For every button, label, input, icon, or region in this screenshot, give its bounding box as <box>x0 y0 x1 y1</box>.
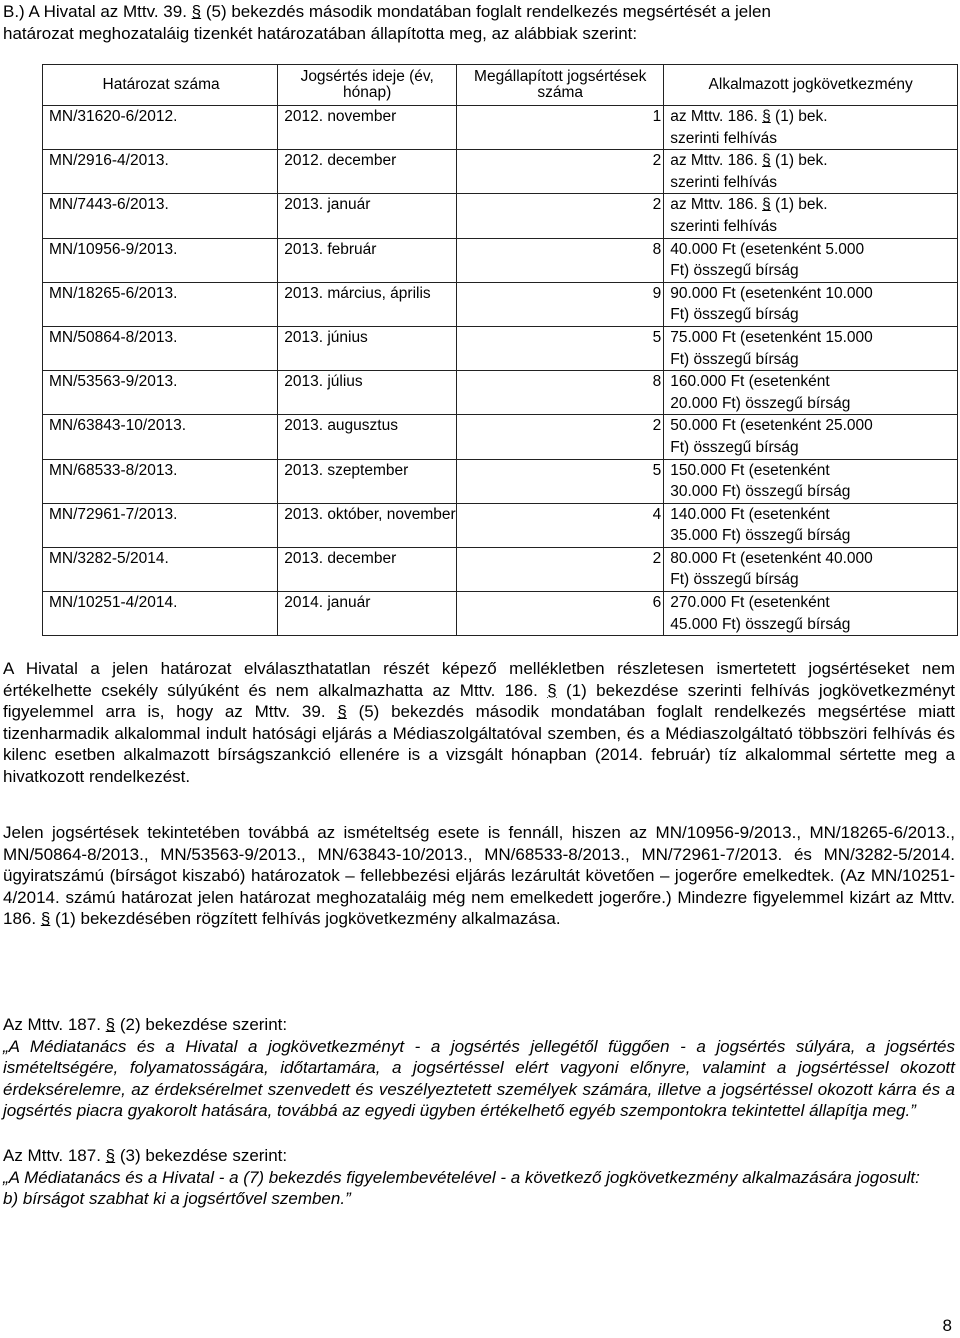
table-row <box>43 106 958 150</box>
violation-period-cell: 2013. október, november <box>278 503 457 547</box>
sanction-text: 140.000 Ft (esetenként <box>670 505 830 523</box>
violation-count-cell: 5 <box>457 326 664 370</box>
header-violation-period: Jogsértés ideje (év, hónap) <box>278 65 457 106</box>
table-body <box>43 106 958 636</box>
sanction-cell <box>664 415 958 459</box>
section-sign: § <box>762 108 771 125</box>
page-number: 8 <box>942 1316 952 1335</box>
table-row <box>43 547 958 591</box>
sanction-text-line2: 35.000 Ft) összegű bírság <box>670 527 851 545</box>
section-sign: § <box>337 702 347 721</box>
violation-count-cell: 5 <box>457 459 664 503</box>
para4-quote-1: „A Médiatanács és a Hivatal - a (7) bekezdés figyelembevételével - a következő jogkövetkezmény alkalmazására jogosult: <box>3 1167 920 1187</box>
violation-count-cell: 2 <box>457 194 664 238</box>
section-sign: § <box>105 1146 116 1165</box>
table-row <box>43 459 958 503</box>
sanction-text: 50.000 Ft (esetenként 25.000 <box>670 417 873 435</box>
decision-number-cell: MN/68533-8/2013. <box>43 459 278 503</box>
sanction-cell <box>664 194 958 238</box>
sanction-text-line2: szerinti felhívás <box>670 217 778 235</box>
decision-number-cell: MN/63843-10/2013. <box>43 415 278 459</box>
sanction-text: az Mttv. 186. <box>670 152 763 170</box>
sanction-text-line2: Ft) összegű bírság <box>670 306 799 324</box>
sanction-text: 40.000 Ft (esetenként 5.000 <box>670 240 865 258</box>
sanction-cell <box>664 282 958 326</box>
decision-number-cell: MN/50864-8/2013. <box>43 326 278 370</box>
paragraph-2 <box>3 822 955 930</box>
sanction-cell <box>664 459 958 503</box>
sanction-text-tail: (1) bek. <box>770 196 828 214</box>
violation-period-cell: 2013. szeptember <box>278 459 457 503</box>
para4-quote-2: b) bírságot szabhat ki a jogsértővel szemben.” <box>3 1189 351 1208</box>
table-row <box>43 503 958 547</box>
violation-period-cell: 2012. december <box>278 150 457 194</box>
table-row <box>43 282 958 326</box>
para1-text-c: (5) bekezdés második mondatában foglalt rendelkezés megsértése miatt tizenharmadik alkalommal indult hatósági eljárás a Médiaszolgáltatóval szemben, és a Médiaszolgáltató többszöri felhívás és kilenc esetben alkalmazott bírságszankció ellenére is a vizsgált hónapban (2014. február) tíz alkalommal sértette meg a hivatkozott rendelkezést. <box>3 702 955 786</box>
sanction-cell <box>664 371 958 415</box>
sanction-text: 90.000 Ft (esetenként 10.000 <box>670 284 873 302</box>
violation-period-cell: 2012. november <box>278 106 457 150</box>
section-sign: § <box>105 1015 116 1034</box>
section-sign: § <box>762 152 771 170</box>
para2-text-a: Jelen jogsértések tekintetében továbbá az ismételtség esete is fennáll, hiszen az MN/10956-9/2013., MN/18265-6/2013., MN/50864-8/2013., MN/53563-9/2013., MN/63843-10/2013., MN/68533-8/2013., MN/72961-7/2013. és MN/3282-5/2014. ügyiratszámú (bírságot kiszabó) határozatok – fellebbezési eljárás lezárultát követően – jogerőre emelkedtek. (Az MN/10251-4/2014. számú határozat jelen határozat meghozataláig még nem emelkedett jogerőre.) Mindezre figyelemmel kizárt az Mttv. 186. <box>3 823 955 928</box>
heading-prefix: B.) A Hivatal az Mttv. 39. <box>3 2 192 21</box>
para4-intro-a: Az Mttv. 187. <box>3 1146 106 1165</box>
sanction-text-tail: (1) bek. <box>770 152 828 170</box>
sanction-text-tail: (1) bek. <box>770 108 828 125</box>
sanction-text-line2: 30.000 Ft) összegű bírság <box>670 483 851 501</box>
para3-quote: „A Médiatanács és a Hivatal a jogkövetkezményt - a jogsértés jellegétől függően - a jogsértés súlyára, a jogsértés ismételtségére, folyamatosságára, időtartamára, a jogsértéssel elért vagyoni előnyre, valamint a jogsértéssel okozott érdeksérelemre, az érdeksérelmet szenvedett és veszélyeztetett személyek számára, illetve a jogsértéssel okozott kárra és a jogsértés piacra gyakorolt hatására, továbbá az egyedi ügyben értékelhető egyéb szempontokra tekintettel állapítja meg.” <box>3 1036 955 1120</box>
table-row <box>43 415 958 459</box>
violation-period-cell: 2013. december <box>278 547 457 591</box>
section-sign: § <box>40 909 51 928</box>
paragraph-1 <box>3 658 955 787</box>
sanction-cell <box>664 547 958 591</box>
decision-number-cell: MN/31620-6/2012. <box>43 106 278 150</box>
violation-count-cell: 4 <box>457 503 664 547</box>
table-row <box>43 238 958 282</box>
sanction-cell <box>664 238 958 282</box>
sanction-cell <box>664 326 958 370</box>
violation-period-cell: 2013. június <box>278 326 457 370</box>
header-violation-count: Megállapított jogsértések száma <box>457 65 664 106</box>
sanction-cell <box>664 503 958 547</box>
heading-line1-rest: (5) bekezdés második mondatában foglalt rendelkezés megsértését a jelen <box>201 2 771 21</box>
sanction-text: 75.000 Ft (esetenként 15.000 <box>670 328 873 346</box>
violation-period-cell: 2013. február <box>278 238 457 282</box>
violation-count-cell: 2 <box>457 547 664 591</box>
violation-count-cell: 2 <box>457 150 664 194</box>
header-decision-number: Határozat száma <box>43 65 278 106</box>
paragraph-3 <box>3 1014 955 1122</box>
violation-period-cell: 2013. augusztus <box>278 415 457 459</box>
decision-number-cell: MN/53563-9/2013. <box>43 371 278 415</box>
sanction-text: az Mttv. 186. <box>670 108 763 125</box>
table-row <box>43 150 958 194</box>
section-sign: § <box>547 680 557 700</box>
sanction-text-line2: Ft) összegű bírság <box>670 262 799 280</box>
section-sign: § <box>762 196 771 214</box>
decision-number-cell: MN/10251-4/2014. <box>43 592 278 636</box>
table-row <box>43 194 958 238</box>
violation-count-cell: 1 <box>457 106 664 150</box>
violation-period-cell: 2013. március, április <box>278 282 457 326</box>
violation-count-cell: 9 <box>457 282 664 326</box>
table-row <box>43 371 958 415</box>
sanction-text-line2: szerinti felhívás <box>670 129 778 147</box>
paragraph-4 <box>3 1145 955 1210</box>
para3-intro-a: Az Mttv. 187. <box>3 1015 106 1034</box>
decisions-table <box>42 64 958 636</box>
sanction-text: 80.000 Ft (esetenként 40.000 <box>670 549 873 567</box>
section-heading <box>3 1 955 44</box>
sanction-text: 160.000 Ft (esetenként <box>670 373 830 391</box>
sanction-text: 150.000 Ft (esetenként <box>670 461 830 479</box>
decision-number-cell: MN/3282-5/2014. <box>43 547 278 591</box>
para1-text-a: A Hivatal a jelen határozat elválaszthatatlan részét képező mellékletben részletesen ismertetett jogsértéseket nem értékelhette csekély súlyúként és nem alkalmazhatta az Mttv. 186. <box>3 659 955 700</box>
sanction-text-line2: 20.000 Ft) összegű bírság <box>670 394 851 412</box>
violation-count-cell: 8 <box>457 238 664 282</box>
table-row <box>43 592 958 636</box>
section-sign: § <box>191 2 202 21</box>
decision-number-cell: MN/18265-6/2013. <box>43 282 278 326</box>
table-row <box>43 326 958 370</box>
sanction-text-line2: 45.000 Ft) összegű bírság <box>670 615 851 633</box>
violation-period-cell: 2013. július <box>278 371 457 415</box>
decision-number-cell: MN/2916-4/2013. <box>43 150 278 194</box>
decision-number-cell: MN/10956-9/2013. <box>43 238 278 282</box>
sanction-text: 270.000 Ft (esetenként <box>670 594 830 612</box>
sanction-text: az Mttv. 186. <box>670 196 763 214</box>
violation-count-cell: 6 <box>457 592 664 636</box>
para4-intro-b: (3) bekezdése szerint: <box>115 1146 288 1165</box>
table-header-row <box>43 65 958 106</box>
violation-period-cell: 2013. január <box>278 194 457 238</box>
sanction-text-line2: szerinti felhívás <box>670 173 778 191</box>
heading-line2: határozat meghozataláig tizenkét határozatában állapította meg, az alábbiak szerint: <box>3 23 638 43</box>
violation-count-cell: 8 <box>457 371 664 415</box>
violation-period-cell: 2014. január <box>278 592 457 636</box>
sanction-text-line2: Ft) összegű bírság <box>670 438 799 456</box>
violation-count-cell: 2 <box>457 415 664 459</box>
para2-text-b: (1) bekezdésében rögzített felhívás jogkövetkezmény alkalmazása. <box>50 909 561 928</box>
sanction-cell <box>664 150 958 194</box>
para1-text-b: (1) bekezdése szerinti felhívás jogkövetkezményt figyelemmel arra is, hogy az Mttv. 39. <box>3 680 956 721</box>
sanction-text-line2: Ft) összegű bírság <box>670 350 799 368</box>
sanction-cell <box>664 106 958 150</box>
para3-intro-b: (2) bekezdése szerint: <box>115 1015 288 1034</box>
header-sanction: Alkalmazott jogkövetkezmény <box>664 65 958 106</box>
decision-number-cell: MN/72961-7/2013. <box>43 503 278 547</box>
sanction-text-line2: Ft) összegű bírság <box>670 571 799 589</box>
decision-number-cell: MN/7443-6/2013. <box>43 194 278 238</box>
sanction-cell <box>664 592 958 636</box>
